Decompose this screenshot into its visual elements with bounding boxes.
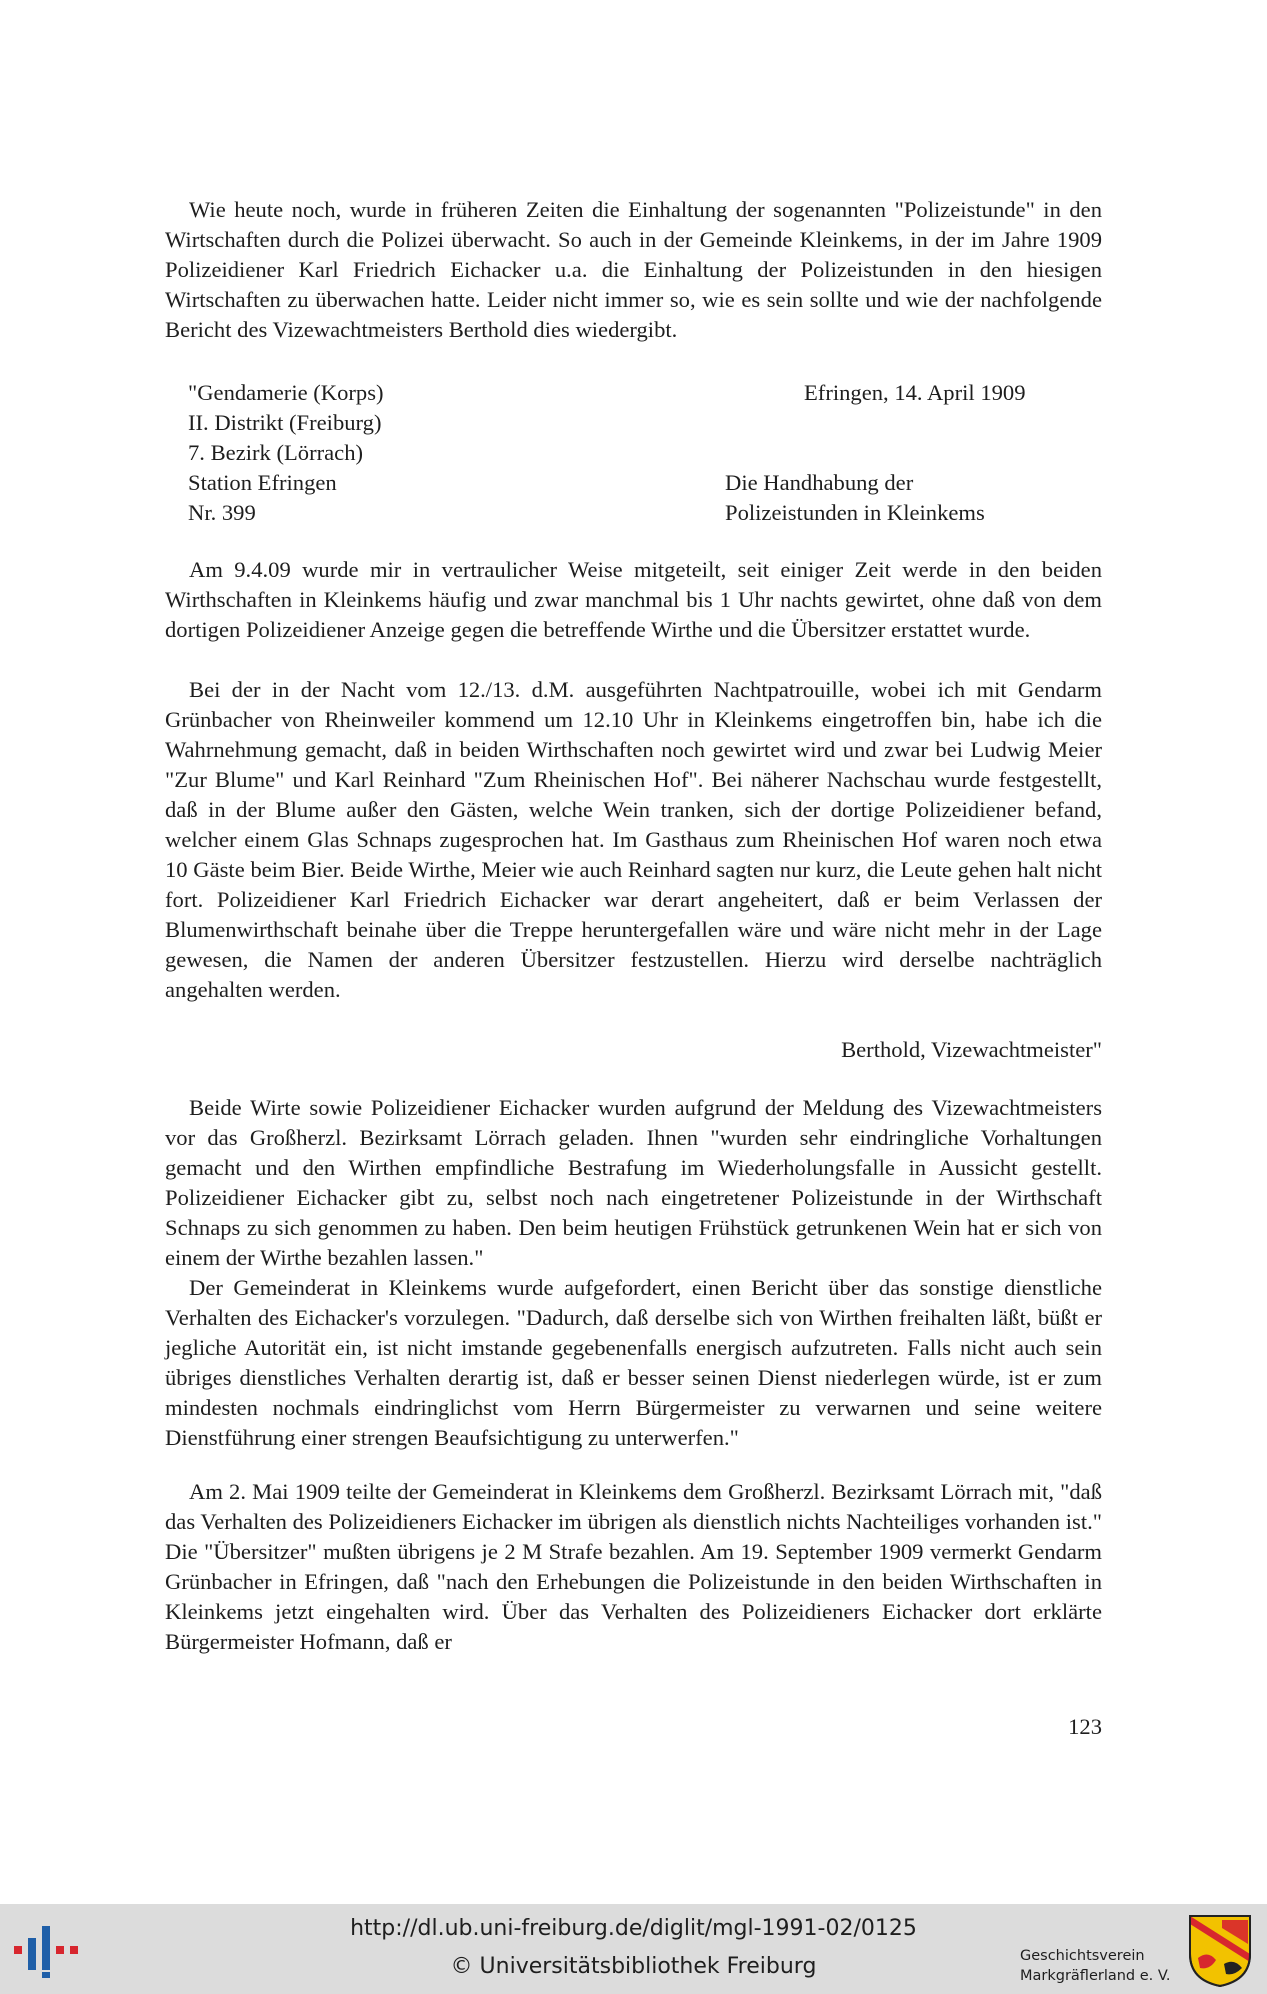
letterhead-line: Nr. 399 [188, 500, 256, 525]
letterhead-line: II. Distrikt (Freiburg) [188, 410, 382, 435]
letterhead-block [188, 378, 384, 528]
report-paragraph: Bei der in der Nacht vom 12./13. d.M. ausgeführten Nachtpatrouille, wobei ich mit Gendarm Grünbacher von Rheinweiler kommend um 12.10 Uhr in Kleinkems eingetroffen bin, habe ich die Wahrnehmung gemacht, daß in beiden Wirthschaften noch gewirtet wird und zwar bei Ludwig Meier "Zur Blume" und Karl Reinhard "Zum Rheinischen Hof". Bei näherer Nachschau wurde festgestellt, daß in der Blume außer den Gästen, welche Wein tranken, sich der dortige Polizeidiener befand, welcher einem Glas Schnaps zugesprochen hat. Im Gasthaus zum Rheinischen Hof waren noch etwa 10 Gäste beim Bier. Beide Wirthe, Meier wie auch Reinhard sagten nur kurz, die Leute gehen halt nicht fort. Polizeidiener Karl Friedrich Eichacker war derart angeheitert, daß er beim Verlassen der Blumenwirthschaft beinahe über die Treppe heruntergefallen wäre und wäre nicht mehr in der Lage gewesen, die Namen der anderen Übersitzer festzustellen. Hierzu wird derselbe nachträglich angehalten werden. [165, 677, 1102, 1002]
body-paragraph: Beide Wirte sowie Polizeidiener Eichacker wurden aufgrund der Meldung des Vizewachtmeisters vor das Großherzl. Bezirksamt Lörrach geladen. Ihnen "wurden sehr eindringliche Vorhaltungen gemacht und den Wirthen empfindliche Bestrafung im Wiederholungsfalle in Aussicht gestellt. Polizeidiener Eichacker gibt zu, selbst noch nach eingetretener Polizeistunde in der Wirthschaft Schnaps zu sich genommen zu haben. Den beim heutigen Frühstück getrunkenen Wein hat er sich von einem der Wirthe bezahlen lassen." [165, 1095, 1102, 1270]
society-line: Geschichtsverein [1020, 1948, 1145, 1964]
coat-of-arms-icon [1188, 1914, 1252, 1988]
report-paragraph: Am 9.4.09 wurde mir in vertraulicher Weise mitgeteilt, seit einiger Zeit werde in den beiden Wirthschaften in Kleinkems häufig und zwar manchmal bis 1 Uhr nachts gewirtet, ohne daß von dem dortigen Polizeidiener Anzeige gegen die betreffende Wirthe und die Übersitzer erstattet wurde. [165, 557, 1102, 642]
copyright-text: © Universitätsbibliothek Freiburg [450, 1954, 817, 1979]
letterhead-line: 7. Bezirk (Lörrach) [188, 440, 364, 465]
page-number: 123 [1068, 1714, 1102, 1739]
body-paragraph: Der Gemeinderat in Kleinkems wurde aufgefordert, einen Bericht über das sonstige dienstliche Verhalten des Eichacker's vorzulegen. "Dadurch, daß derselbe sich von Wirthen freihalten läßt, büßt er jegliche Autorität ein, ist nicht imstande gegebenenfalls energisch aufzutreten. Falls nicht auch sein übriges dienstliches Verhalten derartig ist, daß er besser seinen Dienst niederlegen würde, ist er zum mindesten nochmals eindringlichst vom Herrn Bürgermeister zu verwarnen und seine weitere Dienstführung einer strengen Beaufsichtigung zu unterwerfen." [165, 1275, 1102, 1450]
letter-subject [725, 468, 985, 528]
subject-line: Die Handhabung der [725, 470, 914, 495]
intro-paragraph: Wie heute noch, wurde in früheren Zeiten die Einhaltung der sogenannten "Polizeistunde" in den Wirtschaften durch die Polizei überwacht. So auch in der Gemeinde Kleinkems, in der im Jahre 1909 Polizeidiener Karl Friedrich Eichacker u.a. die Einhaltung der Polizeistunden in den hiesigen Wirtschaften zu überwachen hatte. Leider nicht immer so, wie es sein sollte und wie der nachfolgende Bericht des Vizewachtmeisters Berthold dies wiedergibt. [165, 197, 1102, 342]
society-name [1020, 1946, 1171, 1986]
letter-date: Efringen, 14. April 1909 [804, 380, 1026, 405]
letterhead-line: "Gendamerie (Korps) [188, 380, 384, 405]
subject-line: Polizeistunden in Kleinkems [725, 500, 985, 525]
letterhead-line: Station Efringen [188, 470, 337, 495]
body-paragraph: Am 2. Mai 1909 teilte der Gemeinderat in Kleinkems dem Großherzl. Bezirksamt Lörrach mit, "daß das Verhalten des Polizeidieners Eichacker im übrigen als dienstlich nichts Nachteiliges vorhanden ist." Die "Übersitzer" mußten übrigens je 2 M Strafe bezahlen. Am 19. September 1909 vermerkt Gendarm Grünbacher in Efringen, daß "nach den Erhebungen die Polizeistunde in den beiden Wirthschaften in Kleinkems jetzt eingehalten wird. Über das Verhalten des Polizeidieners Eichacker dort erklärte Bürgermeister Hofmann, daß er [165, 1479, 1102, 1654]
permalink-url[interactable]: http://dl.ub.uni-freiburg.de/diglit/mgl-1991-02/0125 [350, 1916, 917, 1941]
viewer-footer [0, 1904, 1267, 1994]
report-signature: Berthold, Vizewachtmeister" [841, 1037, 1102, 1062]
society-line: Markgräflerland e. V. [1020, 1968, 1171, 1984]
